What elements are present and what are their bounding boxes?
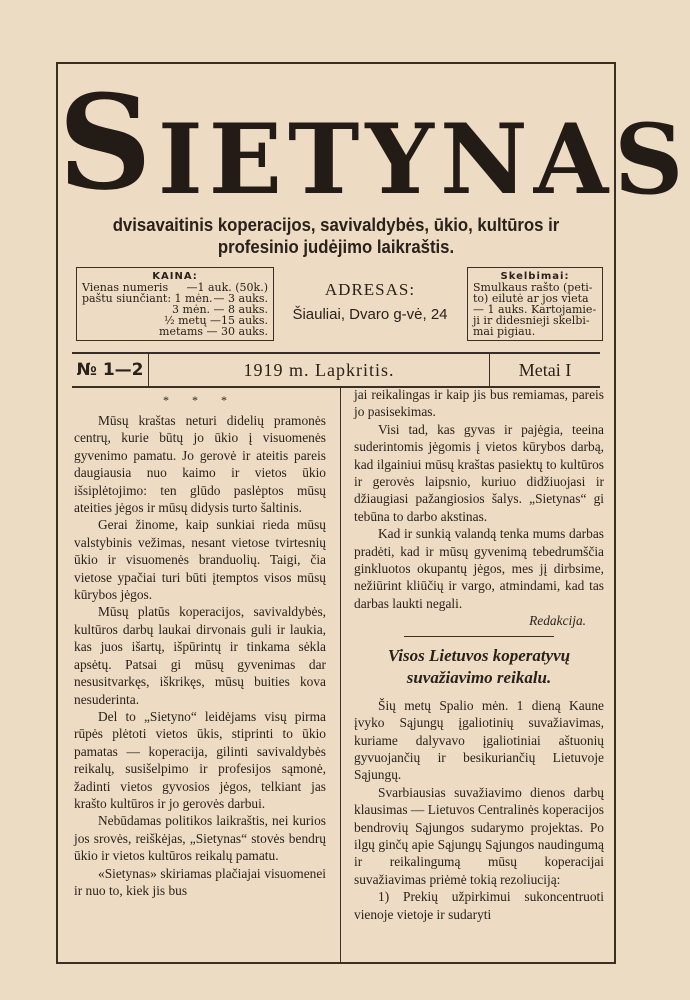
ads-line: ji ir didesnieji skelbi- [473,314,590,327]
ads-line: mai pigiau. [473,325,536,338]
issue-year: Metai I [489,354,600,386]
paragraph: Mūsų kraštas neturi didelių pramonės centrų, kurie būtų jo ūkio į visuomenės gyvenimo pamatu. Jo gerovė ir ateitis pareis daugiausia nuo kaimo ir vietos ūkio išsiplėtojimo: ten glūdo paslėptos mūsų ateities jėgos ir mūsų didysis turto šaltinis. [74,413,326,516]
paragraph: Visi tad, kas gyvas ir pajėgia, teeina suderintomis jėgomis į vietos kūrybos darbą, kad ilgainiui mūsų kraštas pasiektų to kultūros ir gerovės laipsnio, kuriuo didžiuojasi ir džiaugiasi pažangiosios šalys. „Sietynas“ gi tebūna to darbo akstinas. [354,421,604,524]
address-block [280,280,460,323]
article-heading-line-2: suvažiavimo reikalu. [406,667,552,687]
column-right [354,386,604,923]
ads-header: Skelbimai: [500,271,570,282]
article-divider [404,636,554,637]
section-stars: * * * [163,393,237,407]
paragraph: «Sietynas» skiriamas plačiajai visuomenei ir nuo to, kiek jis bus [74,865,326,898]
price-value: — 3 auks. [213,292,268,305]
issue-date: 1919 m. Lapkritis. [243,359,395,380]
paragraph: Gerai žinome, kaip sunkiai rieda mūsų valstybinis vežimas, nesant vietose tvirtesnių ūkio ir visuomenės branduolių. Taigi, čia vietose ypačiai turi būti įtemptos visos mūsų kūrybos jėgos. [74,517,326,603]
paragraph: Mūsų platūs koperacijos, savivaldybės, kultūros darbų laukai dirvonais guli ir laukia, kas juos išartų, išpūrintų ir tinkama sėkla apsėtų. Patsai gi mūsų gyvenimas dar nesusitvarkęs, iškrikęs, mūsų buities kova nesuderinta. [74,604,326,707]
paragraph: Del to „Sietyno“ leidėjams visų pirma rūpės plėtoti vietos ūkis, stiprinti to ūkio pamatas — koperacija, gilinti savivaldybės reikalų, susišelpimo ir profesijos sąmonė, žadinti vietos gyvosios jėgos, telkiant jas krašto kultūros ir jo gerovės darbui. [74,708,326,811]
price-value: —15 auks. [210,314,268,327]
column-divider [340,386,341,962]
issue-number: № 1—2 [72,354,149,386]
price-box [76,267,274,341]
paragraph-continuation: jai reikalingas ir kaip jis bus remiamas, pareis jo pasisekimas. [354,387,604,420]
price-label: paštu siunčiant: 1 mėn. [82,292,213,305]
ads-box [467,267,603,341]
article-heading [354,645,604,689]
price-label: ½ metų [163,314,207,327]
signature: Redakcija. [529,613,586,629]
article-heading-line-1: Visos Lietuvos koperatyvų [387,645,571,665]
price-row [82,326,268,337]
address-value: Šiauliai, Dvaro g-vė, 24 [292,306,448,323]
column-left [74,392,326,899]
address-label: ADRESAS: [324,280,416,299]
price-label: Vienas numeris [82,281,169,294]
masthead-title [58,66,690,219]
ads-line: Smulkaus rašto (peti- [473,281,593,294]
subtitle-line-1: dvisavaitinis koperacijos, savivaldybės, ūkio, kultūros ir [112,215,560,235]
paragraph: 1) Prekių užpirkimui sukoncentruoti vienoje vietoje ir sudaryti [354,889,604,922]
price-label: 3 mėn. [172,303,211,316]
price-header: KAINA: [152,271,198,282]
subtitle [87,214,585,258]
price-value: —1 auk. (50k.) [186,281,268,294]
issue-bar [72,352,600,388]
paragraph: Svarbiausias suvažiavimo dienos darbų klausimas — Lietuvos Centralinės koperacijos bendrovių Sąjungos sudarymo projektas. Po ilgų ginčų apie Sąjungų Sąjungos naudingumą ir reikalingumą mūsų koperacijai suvažiavimas priėmė tokią rezoliuciją: [354,784,604,887]
paragraph: Kad ir sunkią valandą tenka mums darbas pradėti, kad ir mūsų gyvenimą tebedrumščia ginkluotos okupantų jėgos, mes jį dirbsime, nežiūrint kliūčių ir vargo, atmindami, kad tas darbas laukti negali. [354,526,604,611]
ads-line: — 1 auks. Kartojamie- [473,303,597,316]
paragraph: Šių metų Spalio mėn. 1 dieną Kaune įvyko Sąjungų įgaliotinių suvažiavimas, kuriame dalyvavo įgaliotiniai aštuonių gyvuojančių ir besikuriančių Lietuvoje Sąjungų. [354,697,604,783]
paragraph: Nebūdamas politikos laikraštis, nei kurios jos srovės, reiškėjas, „Sietynas“ stovės bendrų ūkio ir vietos kultūros reikalų pamatu. [74,813,326,864]
ads-line: to) eilutė ar jos vieta [473,292,589,305]
subtitle-line-2: profesinio judėjimo laikraštis. [217,237,455,257]
masthead-first-letter: S [58,66,158,219]
price-value: — 30 auks. [206,325,268,338]
price-value: — 8 auks. [213,303,268,316]
price-label: metams [159,325,204,338]
masthead-rest: IETYNAS [157,103,690,216]
newspaper-page [56,62,690,964]
